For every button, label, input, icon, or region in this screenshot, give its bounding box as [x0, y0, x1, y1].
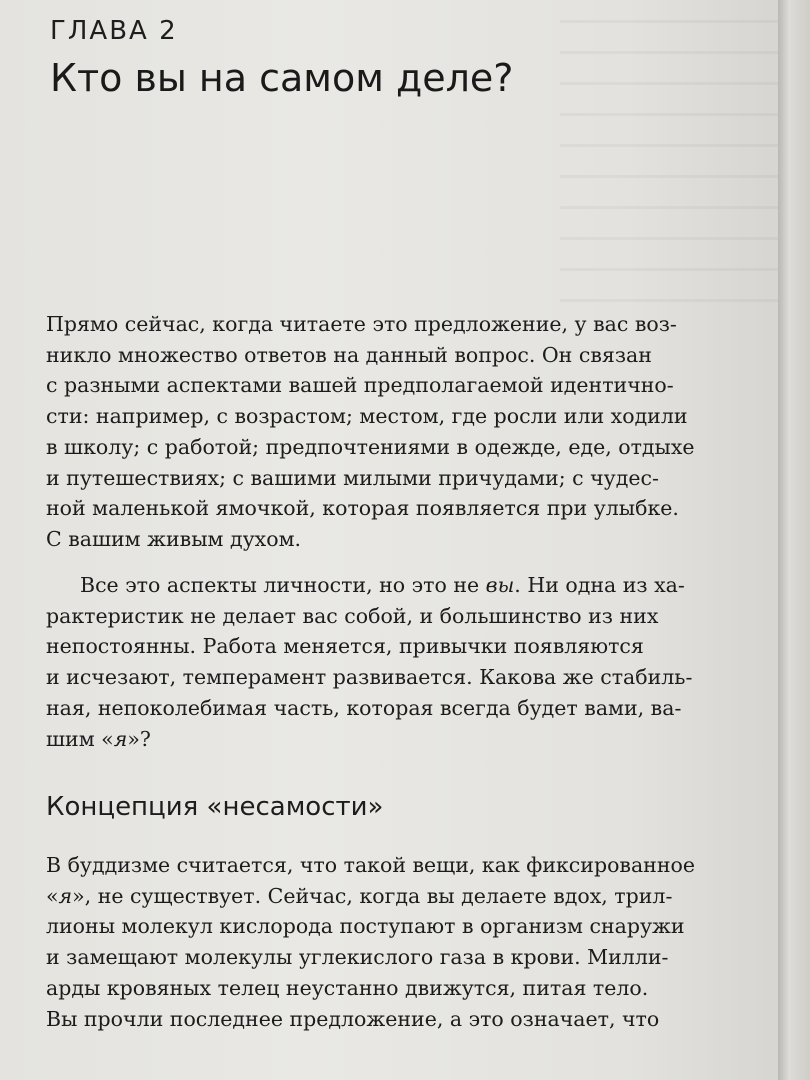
section-heading: Концепция «несамости» [46, 792, 384, 822]
text-line: С вашим живым духом. [46, 526, 302, 551]
paragraph-1 [46, 309, 752, 555]
text-line: лионы молекул кислорода поступают в организм снаружи [46, 914, 685, 939]
text-line: «я», не существует. Сейчас, когда вы делаете вдох, трил- [46, 883, 673, 908]
text-line: шим «я»? [46, 726, 151, 751]
text-line: непостоянны. Работа меняется, привычки появляются [46, 634, 644, 659]
text-line: сти: например, с возрастом; местом, где росли или ходили [46, 404, 688, 429]
text-line: никло множество ответов на данный вопрос. Он связан [46, 342, 652, 367]
paragraph-2 [46, 570, 752, 754]
text-line: Прямо сейчас, когда читаете это предложение, у вас воз- [46, 312, 677, 336]
text-line: в школу; с работой; предпочтениями в одежде, еде, отдыхе [46, 434, 695, 459]
chapter-label: ГЛАВА 2 [50, 16, 178, 46]
text-line: с разными аспектами вашей предполагаемой идентично- [46, 373, 674, 398]
text-line: ной маленькой ямочкой, которая появляется при улыбке. [46, 496, 679, 521]
text-line: Вы прочли последнее предложение, а это означает, что [46, 1006, 660, 1031]
text-line: и исчезают, темперамент развивается. Какова же стабиль- [46, 665, 693, 690]
text-line: В буддизме считается, что такой вещи, как фиксированное [46, 853, 695, 877]
chapter-title: Кто вы на самом деле? [50, 56, 514, 100]
text-line: и путешествиях; с вашими милыми причудами; с чудес- [46, 465, 659, 490]
show-through-text [560, 20, 780, 310]
text-line: рактеристик не делает вас собой, и большинство из них [46, 603, 659, 628]
text-line: ная, непоколебимая часть, которая всегда будет вами, ва- [46, 695, 682, 720]
text-line: и замещают молекулы углекислого газа в крови. Милли- [46, 945, 669, 970]
paragraph-3 [46, 850, 752, 1034]
text-line: арды кровяных телец неустанно движутся, питая тело. [46, 975, 649, 1000]
text-line: Все это аспекты личности, но это не вы. Ни одна из ха- [80, 573, 685, 597]
next-page-edge [778, 0, 810, 1080]
